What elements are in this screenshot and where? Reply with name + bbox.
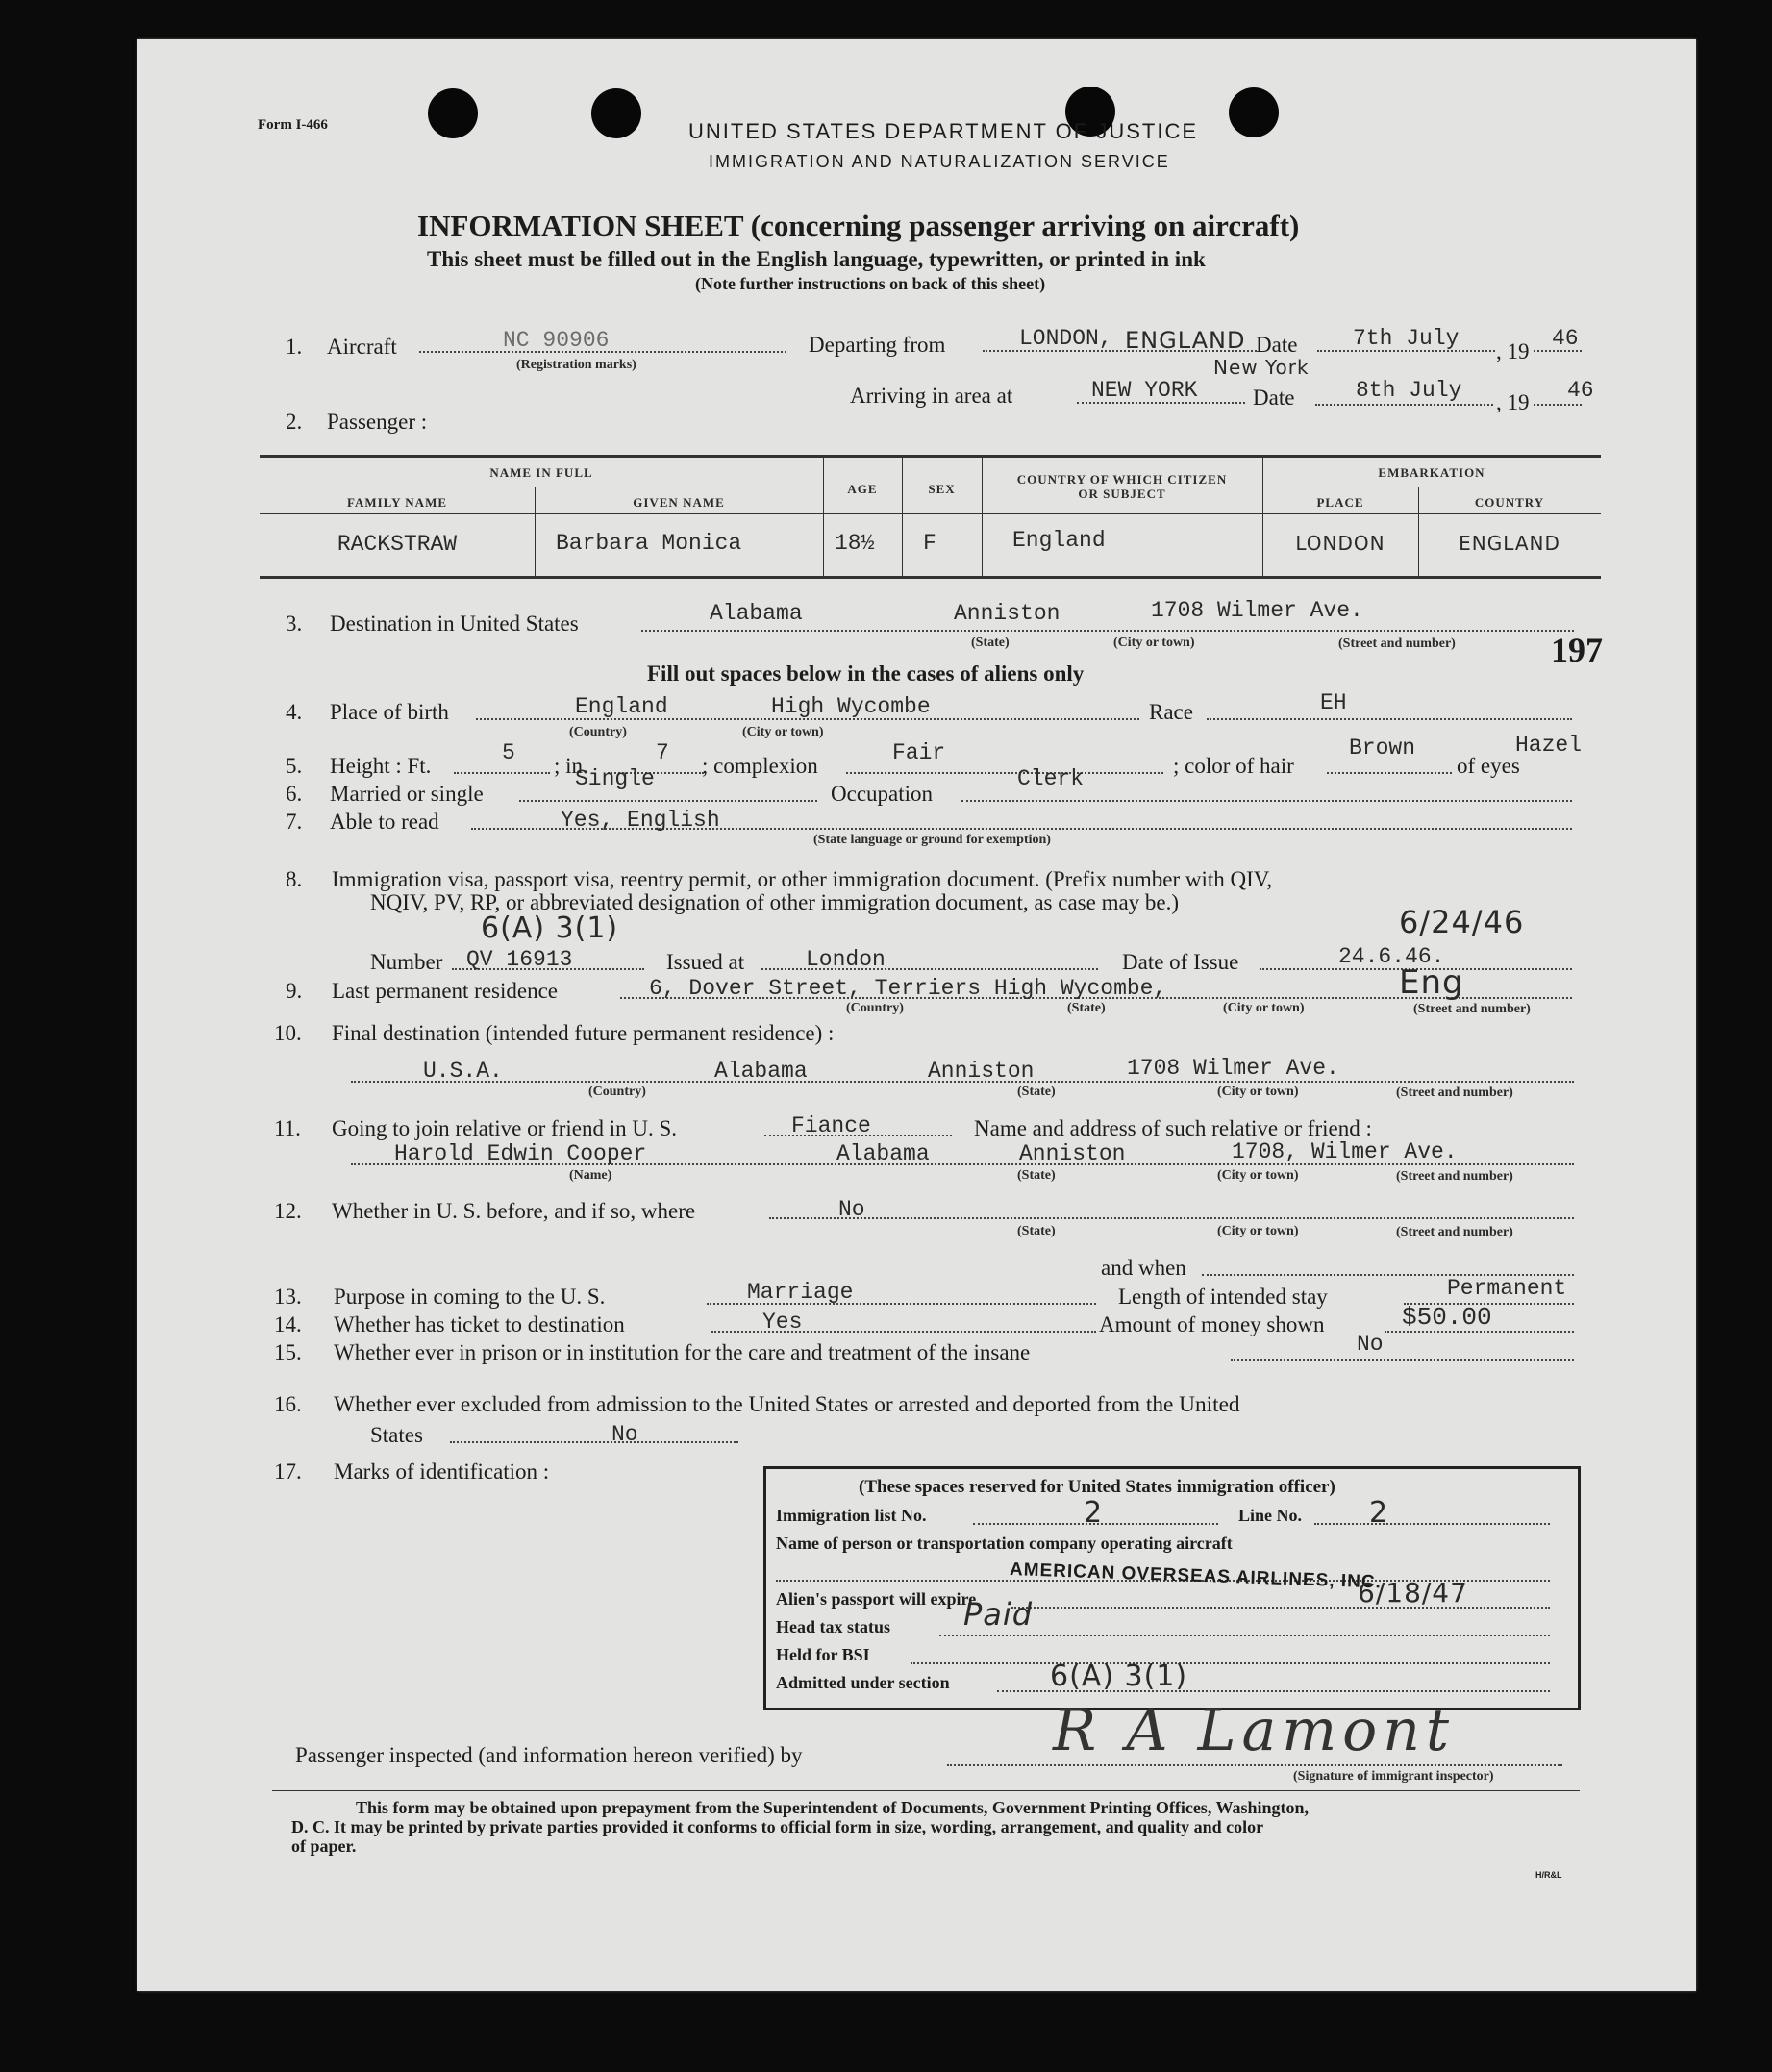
last-residence-value: 6, Dover Street, Terriers High Wycombe, xyxy=(649,976,1167,1001)
read-value: Yes, English xyxy=(561,808,720,833)
arriving-date: 8th July xyxy=(1356,378,1462,403)
punch-hole xyxy=(428,88,478,138)
service-name: IMMIGRATION AND NATURALIZATION SERVICE xyxy=(709,152,1170,171)
cell-family-name: RACKSTRAW xyxy=(337,532,458,557)
final-street: 1708 Wilmer Ave. xyxy=(1127,1056,1339,1081)
ticket-value: Yes xyxy=(762,1310,803,1335)
cell-embark-place: LONDON xyxy=(1295,532,1385,555)
birth-country: England xyxy=(575,694,668,719)
birth-label: Place of birth xyxy=(330,700,449,724)
departing-date: 7th July xyxy=(1353,326,1460,351)
arriving-label: Arriving in area at xyxy=(850,384,1013,408)
issue-date-value: 24.6.46. xyxy=(1338,944,1445,969)
aircraft-registration: NC 90906 xyxy=(503,328,610,353)
passport-expire-label: Alien's passport will expire xyxy=(776,1589,977,1609)
header-name-in-full: NAME IN FULL xyxy=(489,465,593,480)
passenger-table xyxy=(260,455,1601,580)
footer-line2: D. C. It may be printed by private parties provided it conforms to official form in size, wording, arrangement, and quality and color xyxy=(291,1817,1264,1836)
cell-citizen-of: England xyxy=(1012,528,1106,553)
relative-street: 1708, Wilmer Ave. xyxy=(1232,1139,1458,1164)
excluded-label: Whether ever excluded from admission to the United States or arrested and deported from the United xyxy=(334,1392,1240,1417)
race-label: Race xyxy=(1149,700,1193,724)
institution-value: No xyxy=(1357,1332,1384,1357)
head-tax-value: Paid xyxy=(963,1596,1034,1633)
when-label: and when xyxy=(1101,1256,1186,1280)
aliens-heading: Fill out spaces below in the cases of aliens only xyxy=(647,662,1085,686)
destination-label: Destination in United States xyxy=(330,612,579,636)
issued-at-value: London xyxy=(806,947,886,972)
header-country-line1: COUNTRY OF WHICH CITIZEN xyxy=(1016,472,1228,487)
inspection-label: Passenger inspected (and information hereon verified) by xyxy=(295,1743,803,1767)
document-text-line1: Immigration visa, passport visa, reentry permit, or other immigration document. (Prefix number with QIV, xyxy=(332,867,1273,891)
height-label: Height : Ft. xyxy=(330,754,432,778)
purpose-value: Marriage xyxy=(747,1280,854,1305)
race-value: EH xyxy=(1320,690,1347,715)
departing-handwritten: ENGLAND xyxy=(1125,327,1246,354)
issue-date-label: Date of Issue xyxy=(1122,950,1239,974)
date-label: Date xyxy=(1256,333,1298,357)
arriving-date-label: Date xyxy=(1253,386,1295,410)
height-in: 7 xyxy=(656,740,669,765)
header-country-line2: OR SUBJECT xyxy=(1078,487,1166,501)
item-number: 1. xyxy=(286,335,303,359)
department-name: UNITED STATES DEPARTMENT OF JUSTICE xyxy=(688,119,1199,143)
birth-city: High Wycombe xyxy=(771,694,931,719)
punch-hole xyxy=(1229,87,1279,137)
officer-reserved-box xyxy=(763,1466,1581,1710)
cell-given-name: Barbara Monica xyxy=(556,531,742,556)
occupation-value: Clerk xyxy=(1017,766,1085,791)
institution-label: Whether ever in prison or in institution for the care and treatment of the insane xyxy=(334,1340,1031,1364)
arriving-value: NEW YORK xyxy=(1091,378,1198,403)
relative-state: Alabama xyxy=(836,1141,930,1166)
punch-hole xyxy=(591,88,641,138)
document-handwritten-section: 6(A) 3(1) xyxy=(481,911,619,945)
excluded-value: No xyxy=(611,1422,638,1447)
final-destination-label: Final destination (intended future permanent residence) : xyxy=(332,1021,835,1045)
marks-label: Marks of identification : xyxy=(334,1460,550,1484)
form-number: Form I-466 xyxy=(258,117,328,133)
admitted-section-label: Admitted under section xyxy=(776,1673,950,1692)
list-no-label: Immigration list No. xyxy=(776,1506,927,1525)
ticket-label: Whether has ticket to destination xyxy=(334,1312,625,1336)
money-value: $50.00 xyxy=(1402,1303,1492,1332)
footer-line1: This form may be obtained upon prepayment from the Superintendent of Documents, Government Printing Offices, Washington, xyxy=(356,1798,1310,1817)
relative-city: Anniston xyxy=(1019,1141,1126,1166)
footer-code: H/R&L xyxy=(1535,1870,1562,1880)
eyes-value: Hazel xyxy=(1515,733,1583,758)
header-embarkation: EMBARKATION xyxy=(1378,465,1485,480)
line-no-label: Line No. xyxy=(1238,1506,1303,1525)
arriving-handwritten: New York xyxy=(1213,356,1310,379)
destination-state: Alabama xyxy=(710,601,803,626)
admitted-section-value: 6(A) 3(1) xyxy=(1050,1660,1188,1693)
cell-embark-country: ENGLAND xyxy=(1459,532,1560,555)
marital-label: Married or single xyxy=(330,782,484,806)
company-stamp: AMERICAN OVERSEAS AIRLINES, INC. xyxy=(1009,1560,1383,1593)
instruction-note: (Note further instructions on back of this sheet) xyxy=(695,274,1046,293)
destination-street: 1708 Wilmer Ave. xyxy=(1151,598,1363,623)
final-state: Alabama xyxy=(714,1059,808,1084)
header-family-name: FAMILY NAME xyxy=(346,495,448,510)
company-label: Name of person or transportation company operating aircraft xyxy=(776,1534,1233,1553)
height-ft: 5 xyxy=(502,740,515,765)
read-label: Able to read xyxy=(330,810,439,834)
relative-name: Harold Edwin Cooper xyxy=(394,1141,647,1166)
officer-box-heading: (These spaces reserved for United States immigration officer) xyxy=(859,1477,1335,1497)
complexion-value: Fair xyxy=(892,740,946,765)
footer-line3: of paper. xyxy=(291,1836,357,1856)
aircraft-label: Aircraft xyxy=(327,335,397,359)
stay-label: Length of intended stay xyxy=(1118,1285,1328,1309)
bsi-label: Held for BSI xyxy=(776,1645,870,1664)
document-handwritten-date: 6/24/46 xyxy=(1399,904,1525,940)
cell-age: 18½ xyxy=(835,531,875,556)
prior-visit-label: Whether in U. S. before, and if so, where xyxy=(332,1199,696,1223)
passport-expiry-value: 6/18/47 xyxy=(1358,1577,1468,1609)
header-given-name: GIVEN NAME xyxy=(633,495,725,510)
issued-at-label: Issued at xyxy=(666,950,745,974)
last-residence-label: Last permanent residence xyxy=(332,979,558,1003)
stay-value: Permanent xyxy=(1447,1276,1567,1301)
purpose-label: Purpose in coming to the U. S. xyxy=(334,1285,606,1309)
join-relative-label: Going to join relative or friend in U. S. xyxy=(332,1116,677,1140)
visa-number-label: Number xyxy=(370,950,443,974)
marital-value: Single xyxy=(575,766,655,791)
departing-label: Departing from xyxy=(809,333,946,357)
departing-value: LONDON, xyxy=(1019,326,1112,351)
prior-visit-value: No xyxy=(838,1197,865,1222)
destination-city: Anniston xyxy=(954,601,1061,626)
header-age: AGE xyxy=(847,482,878,496)
header-place: PLACE xyxy=(1316,495,1364,510)
page-title: INFORMATION SHEET (concerning passenger arriving on aircraft) xyxy=(417,209,1300,242)
final-city: Anniston xyxy=(928,1059,1035,1084)
cell-sex: F xyxy=(923,531,936,556)
final-country: U.S.A. xyxy=(423,1059,503,1084)
relative-address-label: Name and address of such relative or friend : xyxy=(974,1116,1372,1140)
visa-number: QV 16913 xyxy=(466,947,573,972)
instruction-line: This sheet must be filled out in the English language, typewritten, or printed in ink xyxy=(427,247,1206,271)
list-no-value: 2 xyxy=(1084,1496,1104,1530)
head-tax-label: Head tax status xyxy=(776,1617,891,1636)
occupation-label: Occupation xyxy=(831,782,934,806)
line-no-value: 2 xyxy=(1369,1496,1389,1530)
header-country: COUNTRY xyxy=(1474,495,1545,510)
arriving-year: 46 xyxy=(1567,378,1594,403)
hair-value: Brown xyxy=(1349,736,1416,761)
join-relation: Fiance xyxy=(791,1113,871,1138)
header-sex: SEX xyxy=(928,482,956,496)
stamp-number: 197 xyxy=(1551,631,1603,669)
money-label: Amount of money shown xyxy=(1099,1312,1325,1336)
last-residence-handwritten: Eng xyxy=(1399,963,1464,1002)
departing-year: 46 xyxy=(1552,326,1579,351)
passenger-label: Passenger : xyxy=(327,410,428,434)
document-text-line2: NQIV, PV, RP, or abbreviated designation of other immigration document, as case may be.) xyxy=(370,890,1180,914)
inspector-signature: R A Lamont xyxy=(1053,1697,1456,1764)
